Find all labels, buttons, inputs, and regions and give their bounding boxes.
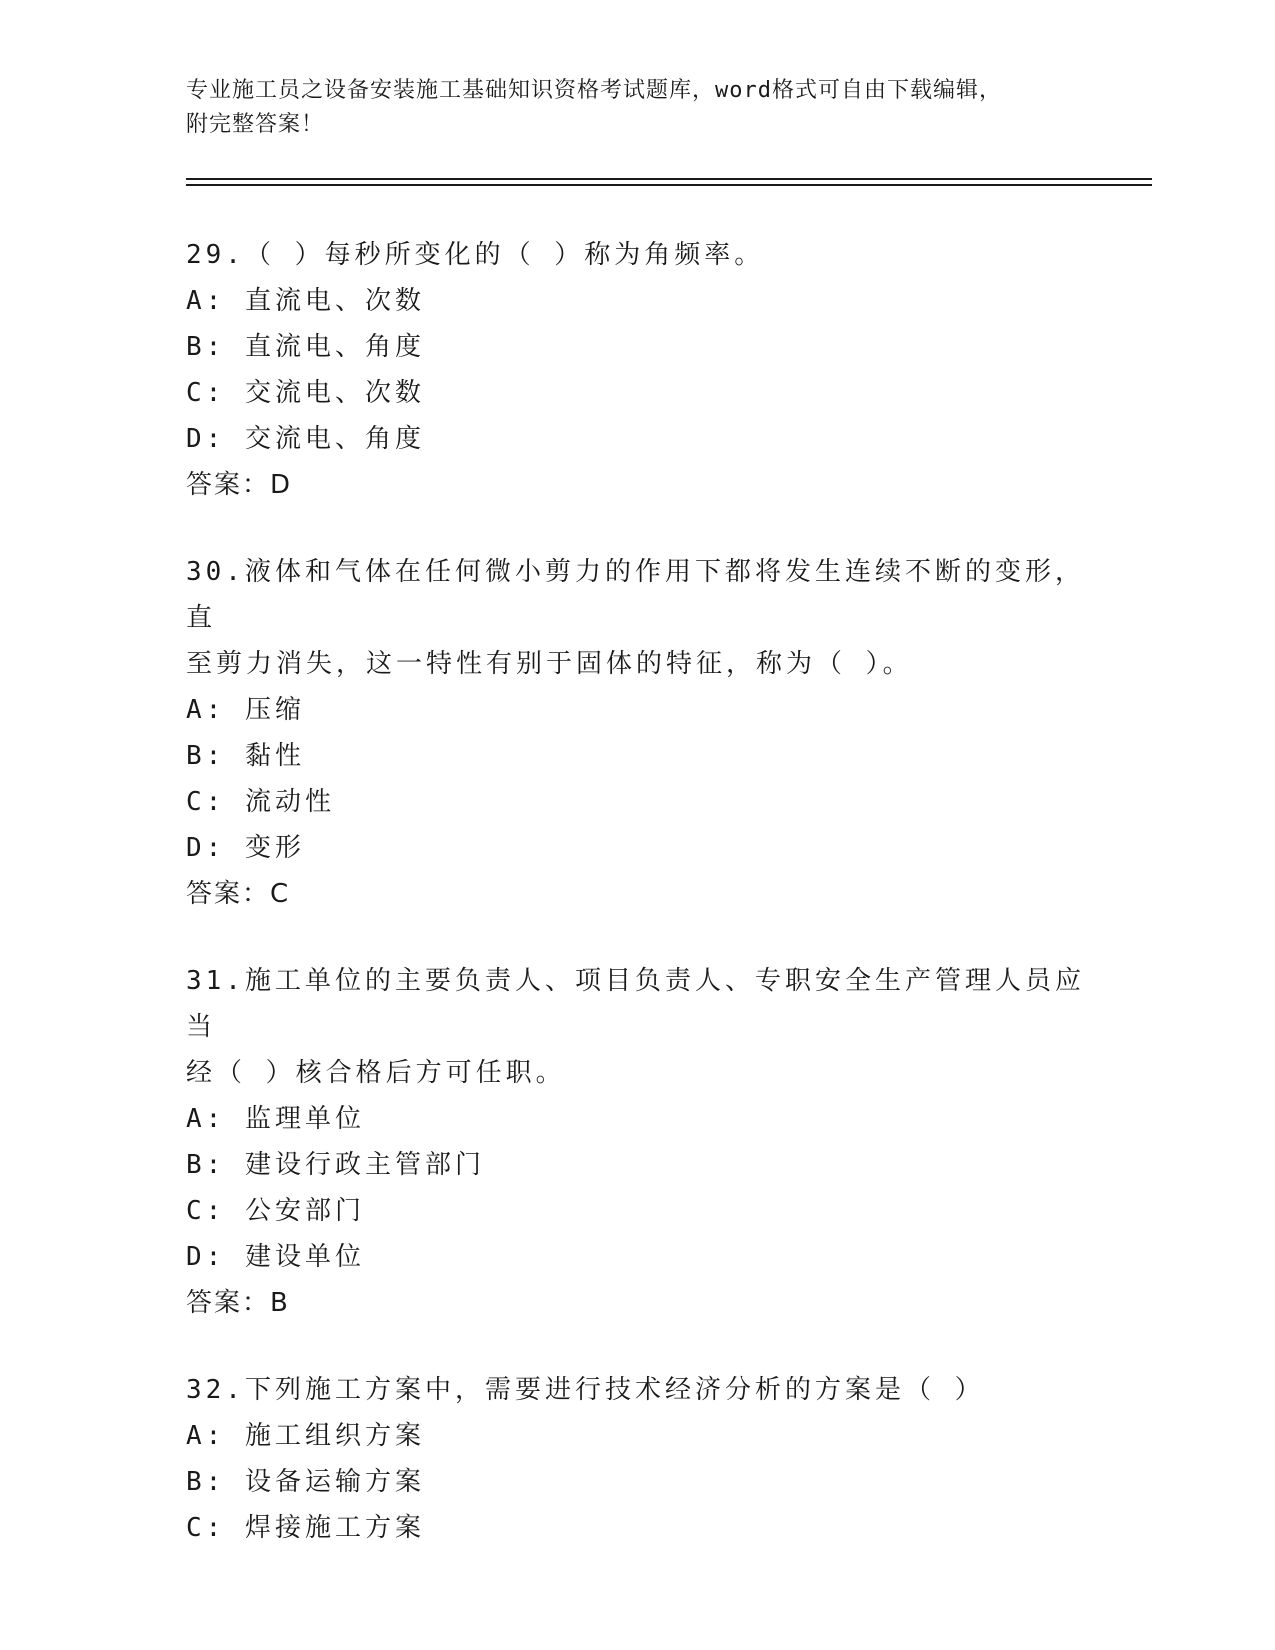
question-stem: 30.液体和气体在任何微小剪力的作用下都将发生连续不断的变形，直	[186, 557, 1085, 633]
option-a: A: 压缩	[186, 695, 305, 725]
option-c: C: 流动性	[186, 787, 335, 817]
question-29	[186, 232, 1086, 508]
question-stem: 32.下列施工方案中，需要进行技术经济分析的方案是（ ）	[186, 1375, 985, 1405]
question-stem: 29.（ ）每秒所变化的（ ）称为角频率。	[186, 240, 765, 270]
option-c: C: 焊接施工方案	[186, 1513, 425, 1543]
question-stem-continued: 至剪力消失，这一特性有别于固体的特征，称为（ ）。	[186, 649, 913, 679]
question-stem-continued: 经（ ）核合格后方可任职。	[186, 1058, 566, 1088]
question-31	[186, 958, 1086, 1326]
question-list	[186, 232, 1086, 1592]
answer-label: 答案：D	[186, 470, 293, 500]
option-a: A: 施工组织方案	[186, 1421, 425, 1451]
header-line-2: 附完整答案！	[186, 112, 325, 137]
question-32	[186, 1367, 1086, 1551]
option-a: A: 直流电、次数	[186, 286, 425, 316]
answer-label: 答案：C	[186, 879, 291, 909]
header-divider-top	[186, 178, 1152, 180]
question-30	[186, 549, 1086, 917]
option-a: A: 监理单位	[186, 1104, 365, 1134]
option-b: B: 建设行政主管部门	[186, 1150, 485, 1180]
header-divider-bottom	[186, 184, 1152, 186]
option-c: C: 交流电、次数	[186, 378, 425, 408]
answer-label: 答案：B	[186, 1288, 290, 1318]
option-c: C: 公安部门	[186, 1196, 365, 1226]
option-b: B: 设备运输方案	[186, 1467, 425, 1497]
option-d: D: 交流电、角度	[186, 424, 425, 454]
option-b: B: 黏性	[186, 741, 305, 771]
option-d: D: 建设单位	[186, 1242, 365, 1272]
document-header	[186, 74, 1086, 142]
question-stem: 31.施工单位的主要负责人、项目负责人、专职安全生产管理人员应当	[186, 966, 1085, 1042]
option-d: D: 变形	[186, 833, 305, 863]
header-line-1: 专业施工员之设备安装施工基础知识资格考试题库，word格式可自由下载编辑，	[186, 78, 1002, 103]
option-b: B: 直流电、角度	[186, 332, 425, 362]
